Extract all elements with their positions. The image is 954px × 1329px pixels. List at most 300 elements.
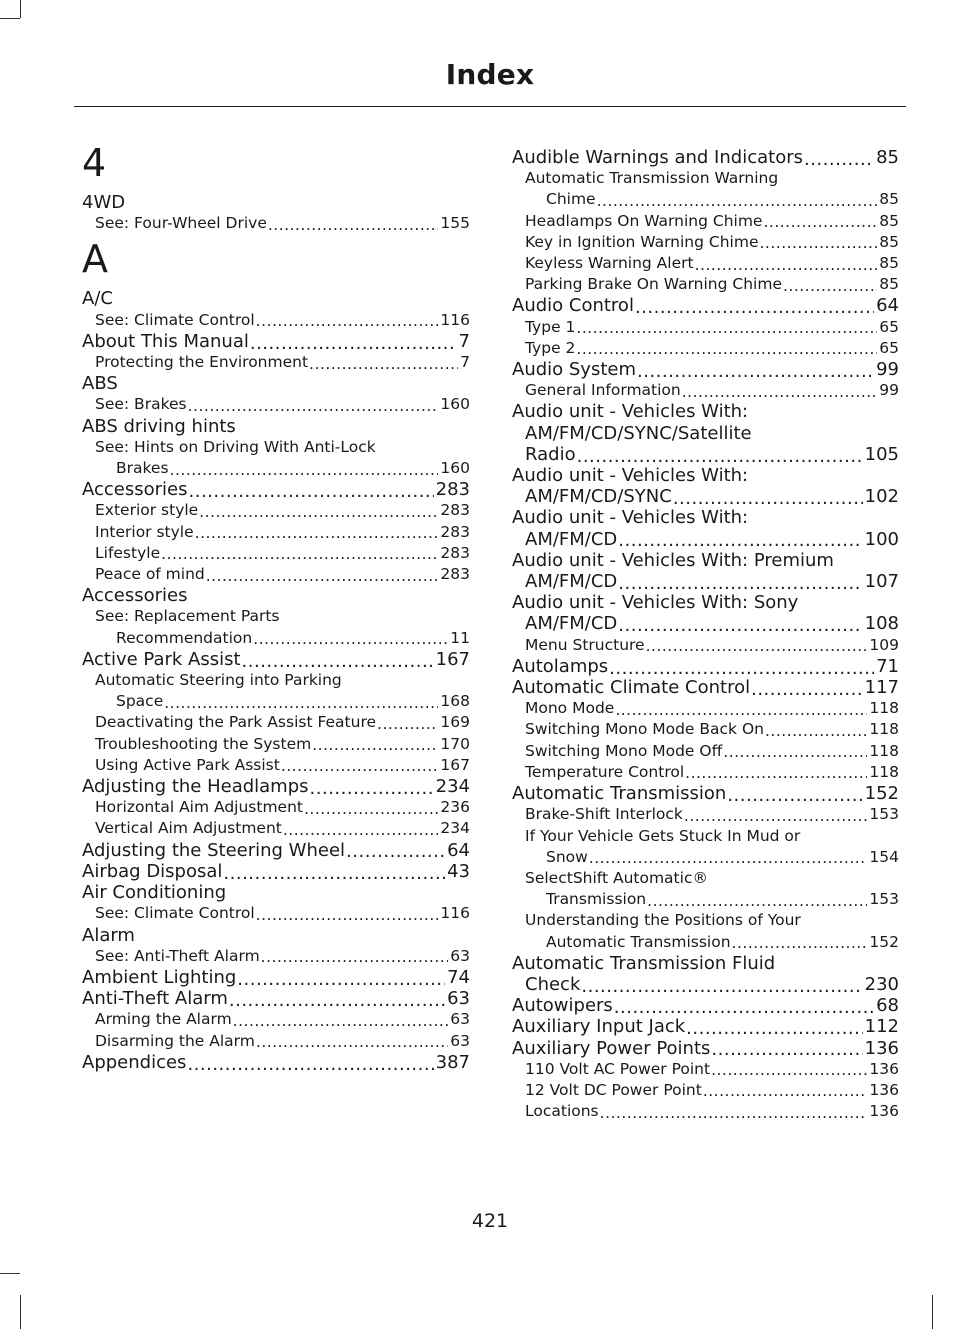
index-subentry[interactable] [82, 394, 470, 415]
dot-leader [637, 361, 874, 379]
index-subentry[interactable] [512, 232, 899, 253]
index-entry[interactable] [82, 1052, 470, 1073]
index-entry[interactable] [512, 444, 899, 465]
entry-term: Snow [546, 847, 588, 866]
entry-term: Automatic Climate Control [512, 677, 751, 699]
dot-leader [242, 651, 434, 669]
index-entry [82, 192, 470, 213]
entry-term: AM/FM/CD [525, 528, 618, 550]
index-entry [82, 882, 470, 903]
entry-term: Keyless Warning Alert [525, 254, 694, 273]
entry-term: Mono Mode [525, 699, 615, 718]
page-ref: 283 [440, 501, 470, 520]
dot-leader [589, 848, 868, 864]
page-ref: 102 [864, 486, 899, 508]
entry-term: Accessories [82, 585, 188, 607]
dot-leader [576, 318, 877, 334]
page-ref: 105 [864, 443, 899, 465]
entry-term: Autolamps [512, 655, 609, 677]
dot-leader [237, 969, 445, 987]
entry-term: Lifestyle [95, 543, 161, 562]
dot-leader [600, 1103, 868, 1119]
page-ref: 107 [864, 571, 899, 593]
index-entry [82, 585, 470, 606]
entry-term: Audio unit - Vehicles With: [512, 401, 749, 423]
entry-term: Ambient Lighting [82, 966, 237, 988]
page-ref: 64 [876, 295, 899, 317]
entry-term: See: Climate Control [95, 310, 255, 329]
entry-term: Automatic Transmission [512, 783, 727, 805]
page-ref: 283 [435, 479, 470, 501]
index-entry[interactable] [512, 656, 899, 677]
page-ref: 136 [869, 1102, 899, 1121]
page-ref: 154 [869, 847, 899, 866]
entry-term: Audio unit - Vehicles With: [512, 507, 749, 529]
dot-leader [618, 530, 862, 548]
dot-leader [199, 502, 438, 518]
page-ref: 85 [879, 275, 899, 294]
dot-leader [618, 573, 862, 591]
entry-term: Switching Mono Mode Off [525, 741, 723, 760]
index-entry[interactable] [512, 677, 899, 698]
index-column-right [512, 147, 899, 1122]
entry-term: SelectShift Automatic® [525, 868, 708, 887]
entry-term: About This Manual [82, 330, 249, 352]
entry-term: Automatic Transmission Fluid [512, 952, 776, 974]
page-ref: 64 [447, 839, 470, 861]
entry-term: Transmission [546, 890, 647, 909]
index-subentry[interactable] [512, 1080, 899, 1101]
index-entry[interactable] [82, 649, 470, 670]
entry-term: Audio Control [512, 295, 634, 317]
entry-term: Locations [525, 1102, 599, 1121]
section-letter: A [82, 237, 108, 282]
dot-leader [253, 629, 448, 645]
page-ref: 63 [450, 946, 470, 965]
dot-leader [804, 149, 874, 167]
index-subentry[interactable] [82, 903, 470, 924]
index-entry [512, 592, 899, 613]
dot-leader [765, 721, 867, 737]
dot-leader [283, 820, 439, 836]
page-ref: 63 [450, 1031, 470, 1050]
dot-leader [195, 523, 439, 539]
dot-leader [711, 1039, 862, 1057]
dot-leader [614, 997, 874, 1015]
dot-leader [581, 976, 862, 994]
entry-term: Anti-Theft Alarm [82, 988, 228, 1010]
entry-term: Audio System [512, 359, 637, 381]
crop-mark [20, 1295, 21, 1329]
index-entry[interactable] [512, 529, 899, 550]
dot-leader [577, 446, 863, 464]
index-subentry [512, 868, 899, 889]
dot-leader [783, 276, 877, 292]
index-subentry[interactable] [82, 1031, 470, 1052]
entry-term: See: Climate Control [95, 904, 255, 923]
index-subentry[interactable] [512, 889, 899, 910]
index-entry[interactable] [82, 861, 470, 882]
index-subentry[interactable] [82, 628, 470, 649]
entry-term: Vertical Aim Adjustment [95, 819, 282, 838]
entry-term: Brakes [116, 459, 169, 478]
dot-leader [304, 799, 438, 815]
page-ref: 65 [879, 338, 899, 357]
entry-term: Disarming the Alarm [95, 1031, 255, 1050]
entry-term: Air Conditioning [82, 882, 227, 904]
entry-term: Chime [546, 190, 596, 209]
index-subentry[interactable] [512, 338, 899, 359]
index-entry[interactable] [512, 359, 899, 380]
index-entry[interactable] [512, 783, 899, 804]
entry-term: ABS driving hints [82, 415, 236, 437]
page-ref: 71 [876, 655, 899, 677]
page-ref: 85 [879, 254, 899, 273]
index-entry[interactable] [512, 486, 899, 507]
entry-term: AM/FM/CD [525, 571, 618, 593]
page-ref: 152 [864, 783, 899, 805]
entry-term: See: Brakes [95, 395, 187, 414]
entry-term: Auxiliary Power Points [512, 1037, 711, 1059]
index-subentry[interactable] [512, 1101, 899, 1122]
index-entry[interactable] [82, 776, 470, 797]
dot-leader [609, 658, 874, 676]
page-ref: 85 [879, 211, 899, 230]
title-rule [74, 106, 906, 107]
dot-leader [161, 544, 438, 560]
page-ref: 169 [440, 713, 470, 732]
entry-term: See: Replacement Parts [95, 607, 280, 626]
index-entry[interactable] [82, 479, 470, 500]
page-ref: 11 [450, 628, 470, 647]
dot-leader [377, 714, 438, 730]
entry-term: Audio unit - Vehicles With: Premium [512, 549, 834, 571]
index-entry[interactable] [512, 974, 899, 995]
page-ref: 160 [440, 395, 470, 414]
page-ref: 99 [879, 381, 899, 400]
entry-term: Active Park Assist [82, 648, 241, 670]
page-ref: 68 [876, 995, 899, 1017]
entry-term: Adjusting the Steering Wheel [82, 839, 346, 861]
crop-mark [20, 0, 21, 18]
page-ref: 230 [864, 973, 899, 995]
page-ref: 74 [447, 966, 470, 988]
index-entry [512, 507, 899, 528]
index-entry[interactable] [82, 967, 470, 988]
index-subentry[interactable] [82, 500, 470, 521]
page-ref: 283 [440, 565, 470, 584]
entry-term: Airbag Disposal [82, 860, 223, 882]
dot-leader [686, 1018, 862, 1036]
page-ref: 118 [869, 699, 899, 718]
dot-leader [723, 742, 867, 758]
entry-term: 12 Volt DC Power Point [525, 1080, 702, 1099]
index-subentry[interactable] [82, 522, 470, 543]
index-entry[interactable] [82, 988, 470, 1009]
entry-term: Protecting the Environment [95, 353, 309, 372]
page-ref: 7 [458, 330, 470, 352]
page-ref: 136 [864, 1037, 899, 1059]
entry-term: Adjusting the Headlamps [82, 776, 309, 798]
entry-term: AM/FM/CD/SYNC/Satellite [525, 422, 752, 444]
page-ref: 99 [876, 359, 899, 381]
page-ref: 160 [440, 459, 470, 478]
page-ref: 167 [435, 648, 470, 670]
page-ref: 234 [440, 819, 470, 838]
page-ref: 387 [435, 1051, 470, 1073]
page-ref: 167 [440, 755, 470, 774]
entry-term: See: Anti-Theft Alarm [95, 946, 260, 965]
page-ref: 85 [879, 190, 899, 209]
entry-term: AM/FM/CD [525, 613, 618, 635]
entry-term: Autowipers [512, 995, 613, 1017]
dot-leader [615, 700, 867, 716]
entry-term: See: Four-Wheel Drive [95, 214, 267, 233]
dot-leader [703, 1081, 868, 1097]
index-entry [512, 550, 899, 571]
entry-term: Menu Structure [525, 635, 645, 654]
page-ref: 65 [879, 317, 899, 336]
dot-leader [576, 339, 877, 355]
dot-leader [233, 1011, 449, 1027]
entry-term: Troubleshooting the System [95, 734, 312, 753]
entry-term: A/C [82, 288, 113, 310]
dot-leader [647, 891, 867, 907]
dot-leader [229, 990, 445, 1008]
dot-leader [281, 756, 439, 772]
dot-leader [256, 1032, 448, 1048]
index-subentry[interactable] [82, 712, 470, 733]
dot-leader [727, 785, 862, 803]
entry-term: Deactivating the Park Assist Feature [95, 713, 377, 732]
index-subentry[interactable] [82, 818, 470, 839]
index-entry [82, 416, 470, 437]
dot-leader [763, 212, 877, 228]
index-entry[interactable] [512, 571, 899, 592]
index-entry[interactable] [512, 995, 899, 1016]
dot-leader [189, 481, 434, 499]
index-subentry[interactable] [512, 317, 899, 338]
index-subentry[interactable] [82, 564, 470, 585]
index-entry[interactable] [82, 840, 470, 861]
page-ref: 117 [864, 677, 899, 699]
entry-term: Audio unit - Vehicles With: Sony [512, 592, 799, 614]
index-subentry[interactable] [82, 458, 470, 479]
dot-leader [256, 311, 439, 327]
crop-mark [932, 1295, 933, 1329]
entry-term: 110 Volt AC Power Point [525, 1059, 711, 1078]
entry-term: Radio [525, 443, 576, 465]
entry-term: Type 1 [525, 317, 576, 336]
page-ref: 155 [440, 214, 470, 233]
dot-leader [685, 763, 867, 779]
index-subentry [512, 168, 899, 189]
index-subentry[interactable] [512, 762, 899, 783]
entry-term: Recommendation [116, 628, 253, 647]
index-column-left [82, 138, 470, 1073]
entry-term: 4WD [82, 192, 126, 213]
index-subentry[interactable] [512, 804, 899, 825]
page-ref: 63 [447, 988, 470, 1010]
index-subentry[interactable] [512, 380, 899, 401]
entry-term: Automatic Steering into Parking [95, 671, 342, 690]
page-ref: 116 [440, 310, 470, 329]
dot-leader [170, 460, 439, 476]
page-title: Index [445, 58, 535, 91]
index-subentry[interactable] [512, 189, 899, 210]
page-ref: 136 [869, 1059, 899, 1078]
page-ref: 136 [869, 1080, 899, 1099]
index-subentry[interactable] [82, 734, 470, 755]
index-entry [82, 288, 470, 309]
index-entry[interactable] [512, 1016, 899, 1037]
page-ref: 108 [864, 613, 899, 635]
entry-term: Using Active Park Assist [95, 755, 280, 774]
page-ref: 118 [869, 741, 899, 760]
dot-leader [268, 215, 439, 231]
page-ref: 85 [879, 232, 899, 251]
index-subentry [512, 910, 899, 931]
index-subentry[interactable] [512, 1059, 899, 1080]
dot-leader [312, 735, 438, 751]
index-subentry [82, 606, 470, 627]
entry-term: If Your Vehicle Gets Stuck In Mud or [525, 826, 801, 845]
index-subentry[interactable] [82, 352, 470, 373]
dot-leader [309, 354, 458, 370]
index-subentry [82, 670, 470, 691]
entry-term: Type 2 [525, 338, 576, 357]
index-subentry[interactable] [82, 543, 470, 564]
page-ref: 118 [869, 720, 899, 739]
index-entry[interactable] [512, 147, 899, 168]
page-ref: 100 [864, 528, 899, 550]
dot-leader [188, 396, 439, 412]
index-subentry[interactable] [512, 211, 899, 232]
index-entry[interactable] [82, 331, 470, 352]
entry-term: Auxiliary Input Jack [512, 1016, 686, 1038]
index-subentry[interactable] [512, 719, 899, 740]
dot-leader [732, 933, 868, 949]
page-ref: 63 [450, 1010, 470, 1029]
dot-leader [695, 255, 878, 271]
page-ref: 116 [440, 904, 470, 923]
entry-term: General Information [525, 381, 681, 400]
dot-leader [261, 947, 449, 963]
dot-leader [310, 778, 434, 796]
entry-term: Interior style [95, 522, 194, 541]
page-ref: 283 [440, 543, 470, 562]
page-ref: 152 [869, 932, 899, 951]
entry-term: Headlamps On Warning Chime [525, 211, 763, 230]
page-ref: 170 [440, 734, 470, 753]
index-subentry[interactable] [82, 755, 470, 776]
index-subentry[interactable] [82, 797, 470, 818]
dot-leader [751, 679, 863, 697]
index-subentry[interactable] [512, 635, 899, 656]
dot-leader [164, 693, 438, 709]
dot-leader [346, 841, 445, 859]
section-letter: 4 [82, 141, 107, 185]
index-subentry [82, 437, 470, 458]
page-ref: 85 [876, 147, 899, 168]
crop-mark [0, 1273, 20, 1274]
dot-leader [673, 488, 863, 506]
page-number: 421 [471, 1210, 509, 1232]
dot-leader [646, 636, 868, 652]
index-subentry[interactable] [82, 310, 470, 331]
page-ref: 234 [435, 776, 470, 798]
index-entry [512, 465, 899, 486]
index-subentry[interactable] [82, 946, 470, 967]
entry-term: Arming the Alarm [95, 1010, 232, 1029]
entry-term: Exterior style [95, 501, 199, 520]
page-ref: 43 [447, 860, 470, 882]
dot-leader [684, 806, 868, 822]
index-subentry[interactable] [512, 253, 899, 274]
dot-leader [759, 233, 877, 249]
page-ref: 153 [869, 805, 899, 824]
index-subentry[interactable] [82, 213, 470, 234]
entry-term: Check [525, 973, 581, 995]
entry-term: Temperature Control [525, 762, 685, 781]
entry-term: Brake-Shift Interlock [525, 805, 683, 824]
index-subentry[interactable] [512, 932, 899, 953]
entry-term: Parking Brake On Warning Chime [525, 275, 782, 294]
entry-term: Key in Ignition Warning Chime [525, 232, 759, 251]
dot-leader [206, 566, 439, 582]
index-entry [82, 925, 470, 946]
entry-term: Horizontal Aim Adjustment [95, 798, 303, 817]
entry-term: Audio unit - Vehicles With: [512, 465, 749, 487]
page-ref: 7 [460, 353, 470, 372]
dot-leader [618, 615, 862, 633]
page-ref: 112 [864, 1016, 899, 1038]
index-subentry[interactable] [82, 691, 470, 712]
index-entry [82, 373, 470, 394]
index-subentry[interactable] [512, 698, 899, 719]
index-entry[interactable] [512, 613, 899, 634]
entry-term: Switching Mono Mode Back On [525, 720, 764, 739]
entry-term: Accessories [82, 479, 188, 501]
page-ref: 109 [869, 635, 899, 654]
index-entry[interactable] [512, 295, 899, 316]
dot-leader [711, 1060, 867, 1076]
entry-term: Appendices [82, 1051, 187, 1073]
index-subentry[interactable] [82, 1009, 470, 1030]
index-subentry[interactable] [512, 847, 899, 868]
entry-term: Automatic Transmission [546, 932, 731, 951]
page-ref: 236 [440, 798, 470, 817]
dot-leader [635, 297, 874, 315]
entry-term: Audible Warnings and Indicators [512, 147, 803, 168]
index-entry [512, 953, 899, 974]
page-ref: 118 [869, 762, 899, 781]
entry-term: See: Hints on Driving With Anti-Lock [95, 437, 376, 456]
page-ref: 283 [440, 522, 470, 541]
entry-term: Space [116, 692, 164, 711]
dot-leader [250, 333, 457, 351]
page-ref: 153 [869, 890, 899, 909]
index-subentry[interactable] [512, 274, 899, 295]
index-entry [512, 423, 899, 444]
index-entry[interactable] [512, 1038, 899, 1059]
entry-term: Peace of mind [95, 565, 205, 584]
dot-leader [223, 863, 445, 881]
index-subentry[interactable] [512, 741, 899, 762]
dot-leader [682, 382, 878, 398]
dot-leader [256, 905, 439, 921]
dot-leader [187, 1054, 433, 1072]
